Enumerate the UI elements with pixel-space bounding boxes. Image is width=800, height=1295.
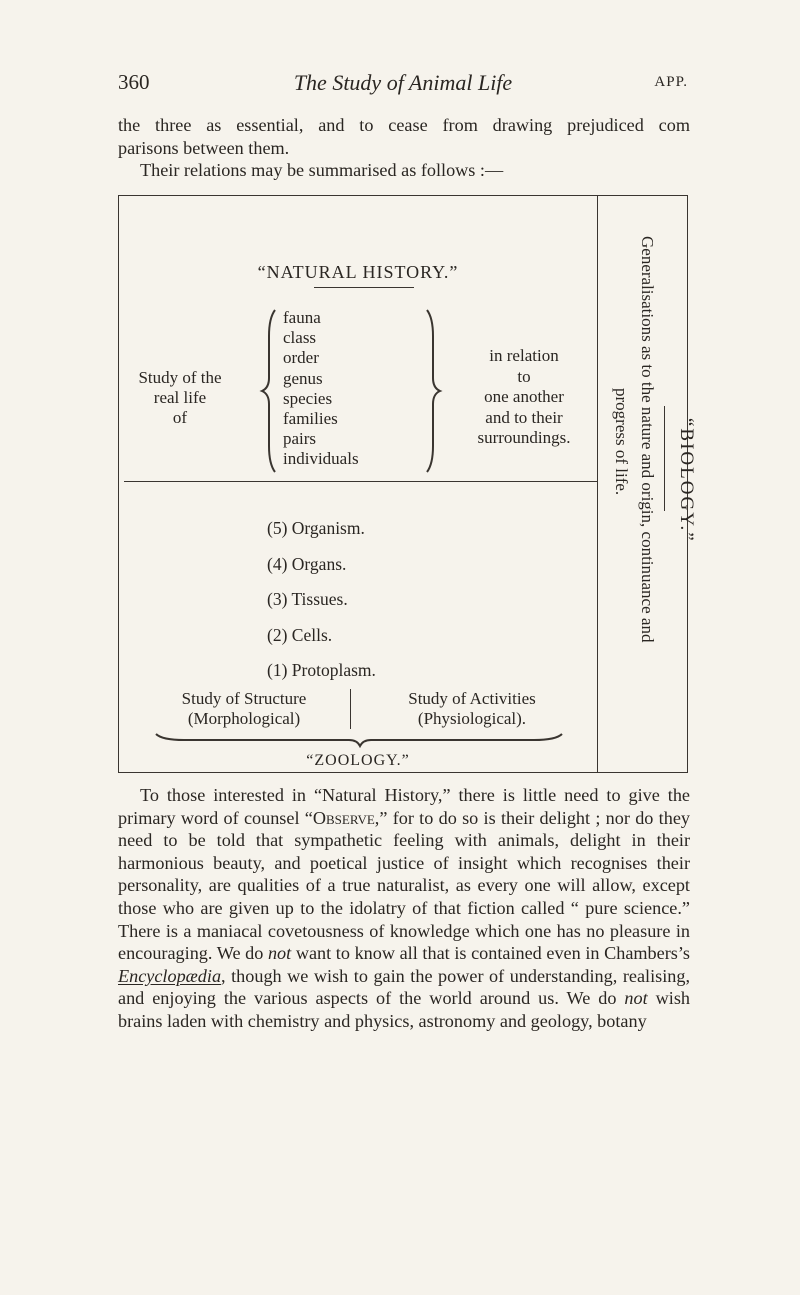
- activities-line: (Physiological).: [417, 709, 527, 728]
- level-tissues: (3) Tissues.: [267, 589, 348, 609]
- study-of-structure: [154, 689, 334, 729]
- relation-line: in relation: [489, 346, 559, 365]
- encyclopaedia-title: Encyclopædia: [118, 965, 222, 986]
- observe-word: Observe: [312, 807, 375, 828]
- horizontal-divider: [124, 481, 597, 482]
- emphasis-not: not: [624, 988, 648, 1009]
- term-families: families: [283, 409, 338, 429]
- level-organs: (4) Organs.: [267, 553, 347, 574]
- term-order: order: [283, 348, 319, 368]
- activities-line: Study of Activities: [408, 689, 536, 708]
- structure-activities-divider: [350, 689, 351, 729]
- study-line: real life: [153, 388, 207, 407]
- relation-line: to: [517, 366, 531, 386]
- left-brace: [259, 308, 279, 474]
- right-brace: [423, 308, 443, 474]
- zoology-heading: “ZOOLOGY.”: [306, 752, 410, 769]
- text-run: , though we wish to gain the power of understanding, realising, and enjoying the various aspects of the world around us. We do: [118, 965, 690, 1009]
- biology-divider: [664, 406, 665, 511]
- term-individuals: individuals: [283, 449, 359, 469]
- text-run: want to know all that is contained even in Chambers’s: [291, 943, 690, 964]
- text-run: To those interested in “Natural History,” there is little need to give the primary word of counsel “: [118, 785, 690, 828]
- biology-heading: “BIOLOGY.”: [676, 418, 697, 543]
- term-pairs: pairs: [283, 429, 317, 449]
- intro-line: Their relations may be summarised as follows :—: [140, 160, 504, 181]
- term-genus: genus: [283, 368, 323, 388]
- intro-paragraph: [118, 114, 690, 182]
- organisation-levels: [267, 511, 376, 689]
- term-class: class: [283, 328, 317, 348]
- summary-table: [118, 195, 697, 773]
- study-line: of: [172, 408, 188, 427]
- relation-line: surroundings.: [477, 428, 571, 447]
- emphasis-not: not: [267, 943, 292, 964]
- structure-line: Study of Structure: [181, 689, 307, 708]
- running-section: APP.: [654, 74, 688, 90]
- study-line: Study of the: [138, 368, 222, 387]
- structure-line: (Morphological): [187, 709, 301, 728]
- level-cells: (2) Cells.: [267, 624, 333, 645]
- page-number: 360: [118, 70, 150, 94]
- progress-of-life-text: progress of life.: [612, 388, 631, 496]
- taxonomy-terms: [283, 308, 359, 470]
- term-fauna: fauna: [283, 308, 321, 327]
- intro-line: the three as essential, and to cease from drawing prejudiced com: [118, 115, 690, 135]
- heading-rule: [314, 287, 414, 288]
- level-organism: (5) Organism.: [267, 518, 365, 538]
- text-run: ,” for to do so is their delight ; nor do they need to be told that sympathetic feeling with animals, delight in their harmonious beauty, and poetical justice of insight which recognises their personality, are qualities of a true naturalist, as every one will allow, except those who are given up to the idolatry of that fiction called “ pure science.” There is a maniacal covetousness of knowledge which one has no pleasure in encouraging. We do: [118, 807, 690, 964]
- vertical-divider: [597, 196, 598, 772]
- text-run: wish brains laden with chemistry and physics, astronomy and geology, botany: [118, 988, 690, 1031]
- paragraph-text: [118, 784, 690, 1033]
- term-species: species: [283, 388, 333, 408]
- relation-line: one another: [484, 387, 564, 406]
- study-of-real-life-label: [119, 368, 241, 428]
- relation-text: [449, 346, 599, 449]
- main-paragraph: [118, 784, 690, 1033]
- study-of-activities: [367, 689, 577, 729]
- bottom-brace: [154, 732, 564, 748]
- relation-line: and to their: [485, 407, 563, 427]
- page-header: [118, 70, 688, 100]
- generalisations-text: Generalisations as to the nature and origin, continuance and: [638, 236, 657, 643]
- intro-line: parisons between them.: [118, 137, 290, 158]
- running-title: The Study of Animal Life: [293, 70, 513, 95]
- natural-history-heading: “NATURAL HISTORY.”: [257, 262, 459, 282]
- level-protoplasm: (1) Protoplasm.: [267, 660, 376, 680]
